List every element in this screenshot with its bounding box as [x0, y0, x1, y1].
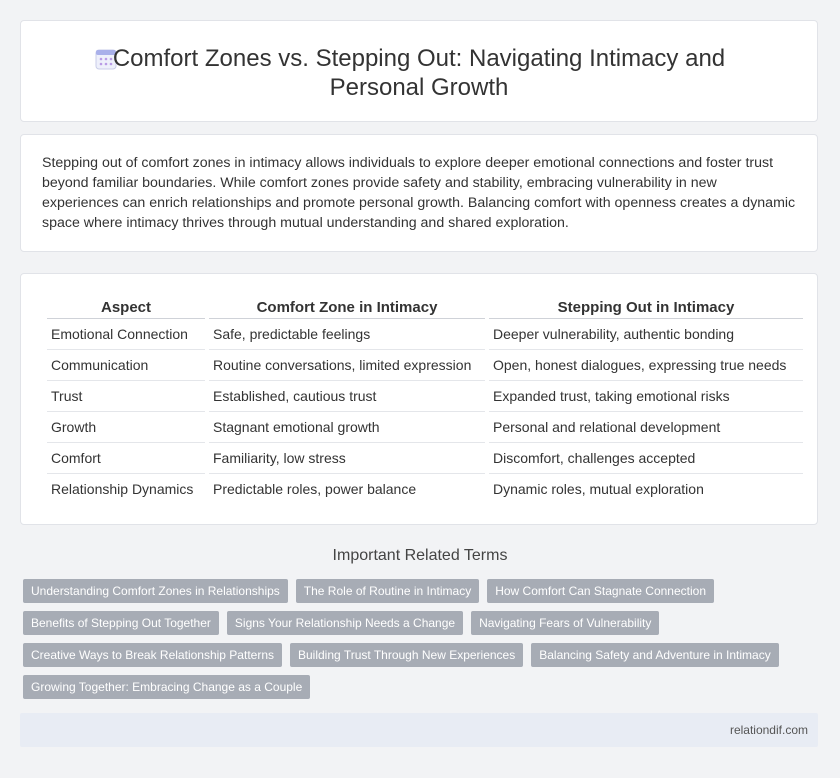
related-term-tag[interactable]: The Role of Routine in Intimacy — [296, 579, 479, 603]
related-term-tag[interactable]: Creative Ways to Break Relationship Patterns — [23, 643, 282, 667]
related-term-tag[interactable]: Understanding Comfort Zones in Relationships — [23, 579, 288, 603]
related-term-tag[interactable]: Building Trust Through New Experiences — [290, 643, 523, 667]
cell-stepping-out: Dynamic roles, mutual exploration — [493, 481, 704, 497]
related-term-tag[interactable]: Balancing Safety and Adventure in Intimacy — [531, 643, 778, 667]
cell-stepping-out: Open, honest dialogues, expressing true needs — [489, 350, 803, 381]
table-row — [47, 412, 803, 443]
table-row — [47, 350, 803, 381]
cell-comfort: Established, cautious trust — [209, 381, 485, 412]
table-row — [47, 474, 803, 504]
header-aspect: Aspect — [47, 296, 205, 319]
cell-comfort: Routine conversations, limited expression — [209, 350, 485, 381]
page-title-line-2: Personal Growth — [329, 74, 509, 101]
table-row — [47, 319, 803, 350]
intro-paragraph: Stepping out of comfort zones in intimacy allows individuals to explore deeper emotional connections and foster trust beyond familiar boundaries. While comfort zones provide safety and stability, embracing vulnerability in new experiences can enrich relationships and promote personal growth. Balancing comfort with openness creates a dynamic space where intimacy thrives through mutual understanding and shared exploration. — [42, 155, 796, 231]
related-terms-heading: Important Related Terms — [332, 547, 508, 564]
table-header-row — [47, 296, 803, 319]
header-stepping-out: Stepping Out in Intimacy — [489, 296, 803, 319]
cell-comfort: Safe, predictable feelings — [209, 319, 485, 350]
cell-comfort: Familiarity, low stress — [209, 443, 485, 474]
cell-aspect: Communication — [47, 350, 205, 381]
title-card — [20, 20, 818, 122]
cell-aspect: Growth — [47, 412, 205, 443]
comparison-table — [43, 296, 807, 504]
footer — [20, 713, 818, 747]
cell-comfort: Predictable roles, power balance — [213, 481, 417, 497]
cell-comfort: Stagnant emotional growth — [209, 412, 485, 443]
related-term-tag[interactable]: Benefits of Stepping Out Together — [23, 611, 219, 635]
comparison-table-card — [20, 273, 818, 525]
cell-stepping-out: Expanded trust, taking emotional risks — [489, 381, 803, 412]
footer-site-link[interactable]: relationdif.com — [729, 723, 808, 737]
cell-aspect: Trust — [47, 381, 205, 412]
table-row — [47, 381, 803, 412]
page-title — [21, 44, 817, 102]
cell-stepping-out: Discomfort, challenges accepted — [489, 443, 803, 474]
cell-aspect: Comfort — [47, 443, 205, 474]
intro-card — [20, 134, 818, 252]
cell-aspect: Relationship Dynamics — [51, 481, 194, 497]
table-row — [47, 443, 803, 474]
related-term-tag[interactable]: Growing Together: Embracing Change as a Couple — [23, 675, 310, 699]
page-title-line-1: Comfort Zones vs. Stepping Out: Navigating Intimacy and — [112, 45, 726, 72]
related-term-tag[interactable]: Signs Your Relationship Needs a Change — [227, 611, 463, 635]
related-terms-list — [23, 579, 783, 699]
header-comfort-zone: Comfort Zone in Intimacy — [209, 296, 485, 319]
related-term-tag[interactable]: How Comfort Can Stagnate Connection — [487, 579, 714, 603]
cell-stepping-out: Deeper vulnerability, authentic bonding — [489, 319, 803, 350]
cell-stepping-out: Personal and relational development — [489, 412, 803, 443]
related-term-tag[interactable]: Navigating Fears of Vulnerability — [471, 611, 659, 635]
cell-aspect: Emotional Connection — [47, 319, 205, 350]
